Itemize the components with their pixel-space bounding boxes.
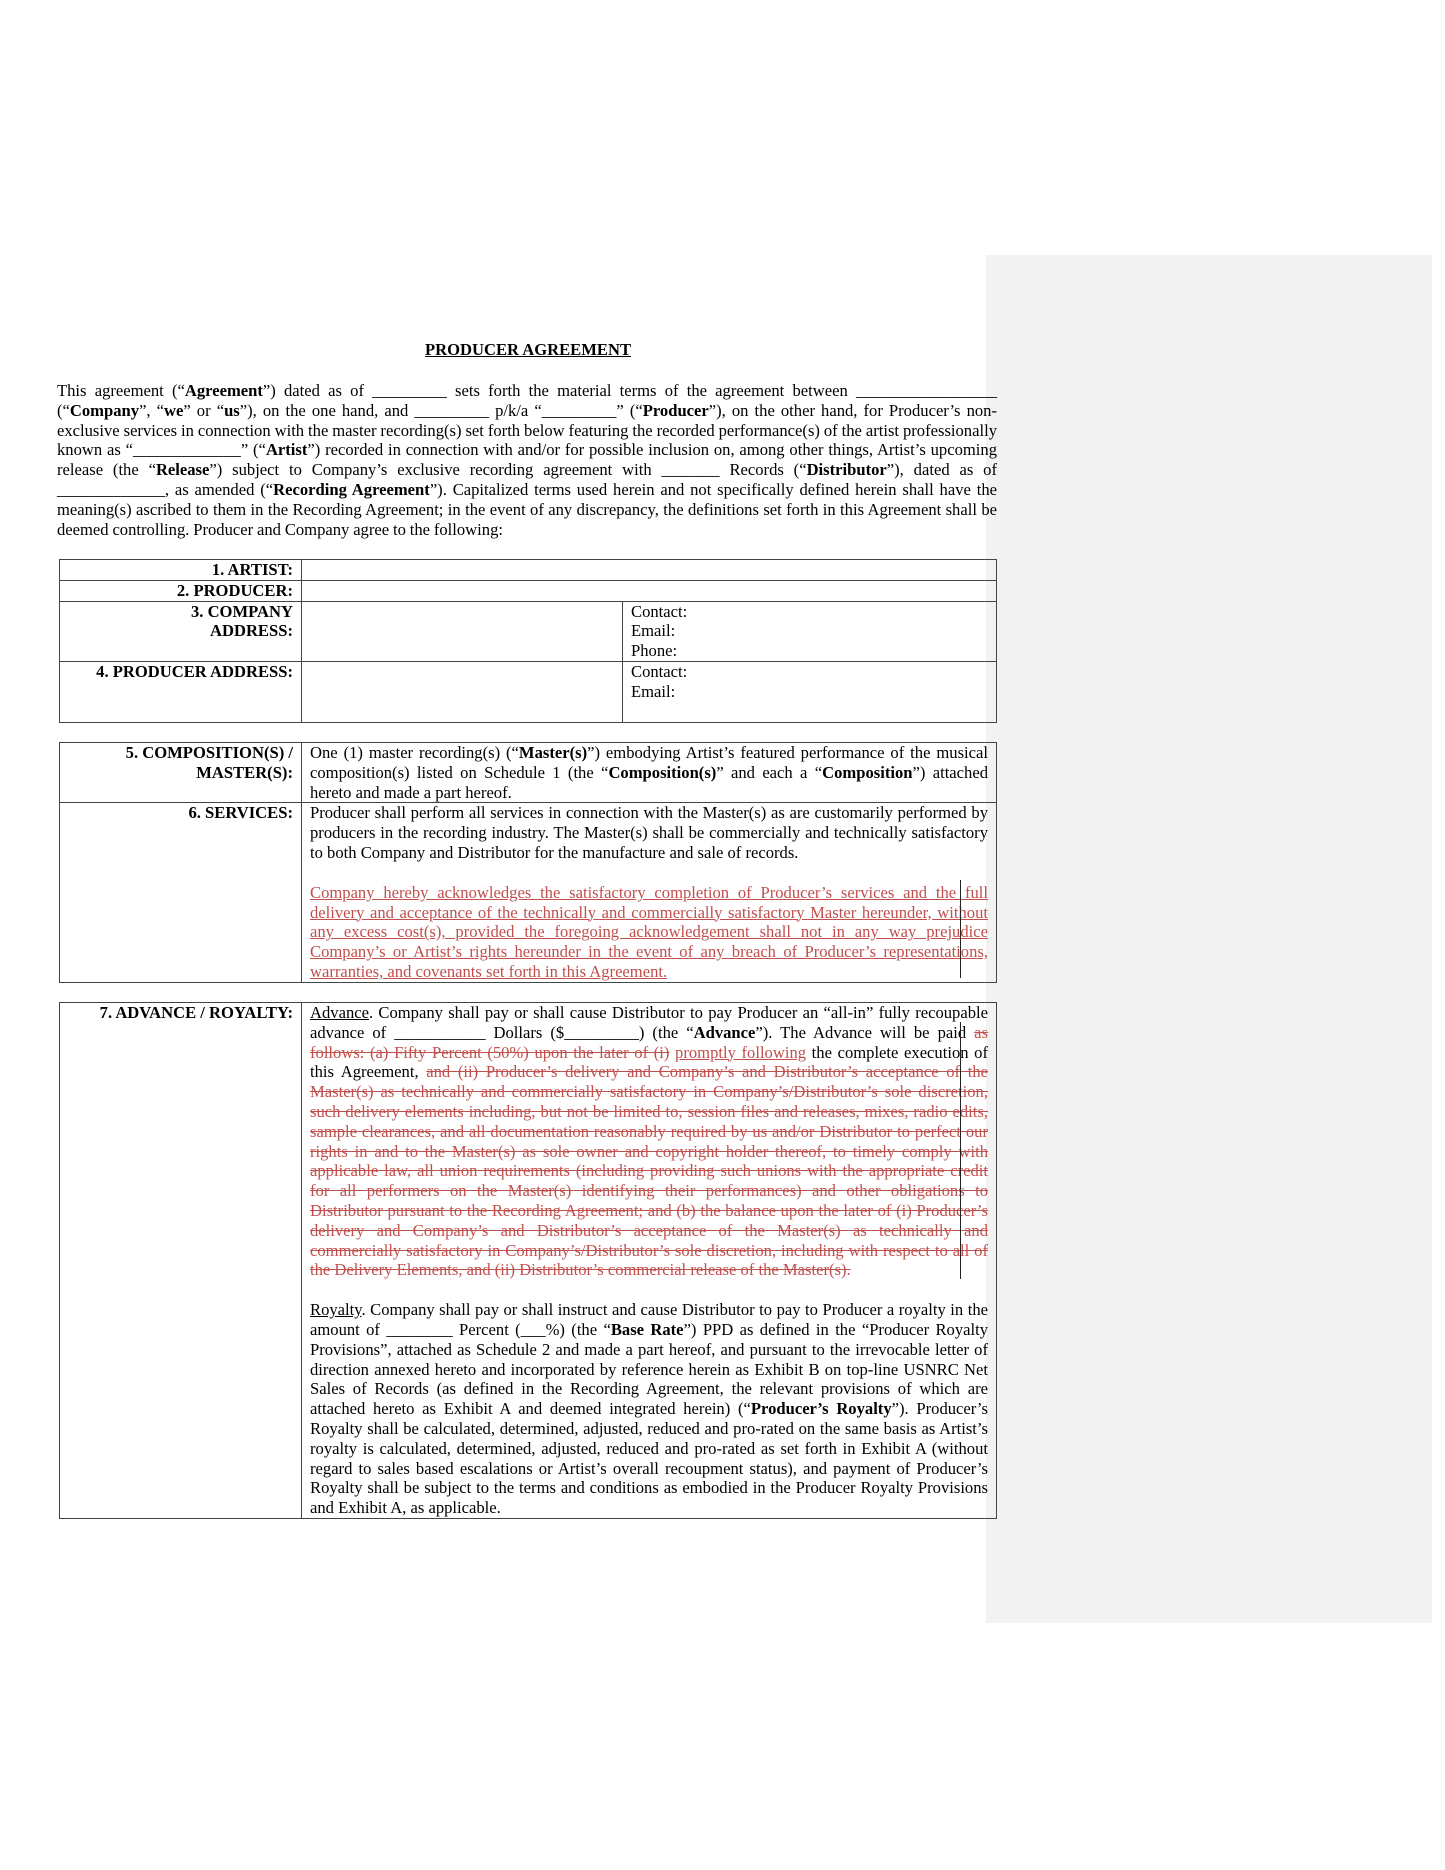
producer-email-label: Email: <box>631 681 676 701</box>
intro-text: ”), dated as of _____________, as amended (“ <box>57 460 997 499</box>
company-label-line: 3. COMPANY <box>190 601 293 621</box>
intro-text: ”), on the one hand, and _________ p/k/a “_________” (“ <box>239 400 643 420</box>
services-paragraph: Producer shall perform all services in connection with the Master(s) as are customarily performed by producers in the recording industry. The Master(s) shall be commercially and technically satisfactory to both Company and Distributor for the manufacture and sale of records. <box>310 803 988 862</box>
advance-text-run: . Company shall pay or shall cause Distributor to pay Producer an “all-in” fully recoupable advance of ___________ Dollars ($_________) (the “ <box>310 1003 988 1042</box>
defined-term: Master(s) <box>518 743 588 762</box>
royalty-text-run: ”) PPD as defined in the “Producer Royalty Provisions”, attached as Schedule 2 and made a part hereof, and pursuant to the irrevocable letter of direction annexed hereto and incorporated by reference herein as Exhibit B on top-line USNRC Net Sales of Records (as defined in the Recording Agreement, the relevant provisions of which are attached hereto as Exhibit A and deemed integrated herein) (“ <box>310 1319 988 1419</box>
defined-term: Recording Agreement <box>273 479 430 499</box>
composition-services-table <box>59 742 997 983</box>
advance-royalty-table <box>59 1002 997 1519</box>
revision-change-bar <box>960 880 961 978</box>
composition-row <box>60 743 997 803</box>
composition-label-line: MASTER(S): <box>196 762 293 782</box>
producer-value <box>302 580 997 601</box>
artist-value <box>302 560 997 581</box>
intro-text: This agreement (“ <box>57 381 185 400</box>
producer-label: 2. PRODUCER: <box>60 580 302 601</box>
advance-heading: Advance <box>310 1003 369 1022</box>
intro-text: ”). Capitalized terms used herein and not specifically defined herein shall have the meaning(s) ascribed to them in the Recording Agreement; in the event of any discrepancy, the definitions set forth in this Agreement shall be deemed controlling. Producer and Company agree to the following: <box>57 479 997 539</box>
intro-text: ”) recorded in connection with and/or for possible inclusion on, among other things, Artist’s upcoming release (the “ <box>57 440 997 480</box>
intro-text: ”), on the other hand, for Producer’s non-exclusive services in connection with the master recording(s) set forth below featuring the recorded performance(s) of the artist professionally known as “_____________” (“ <box>57 400 997 460</box>
composition-text-run: One (1) master recording(s) (“ <box>310 743 519 762</box>
company-address-label <box>60 601 302 661</box>
intro-text: ”) subject to Company’s exclusive recording agreement with _______ Records (“ <box>209 460 807 480</box>
company-contact-cell <box>623 601 997 661</box>
services-label: 6. SERVICES: <box>60 803 302 982</box>
defined-term: Producer’s Royalty <box>750 1399 892 1419</box>
royalty-text-run: . Company shall pay or shall instruct and cause Distributor to pay to Producer a royalty in the amount of ________ Percent (___%) (the “ <box>310 1300 988 1339</box>
composition-text-run: ” and each a “ <box>716 762 823 782</box>
defined-term: Company <box>69 400 140 420</box>
advance-royalty-text <box>302 1003 997 1519</box>
advance-deleted-revision: and (ii) Producer’s delivery and Company’s and Distributor’s acceptance of the Master(s) as technically and commercially satisfactory in Company’s/Distributor’s sole discretion, such delivery elements including, but not be limited to, session files and releases, mixes, radio edits, sample clearances, and all documentation reasonably required by us and/or Distributor to perfect our rights in and to the Master(s) as sole owner and copyright holder thereof, to timely comply with applicable law, all union requirements (including providing such unions with the appropriate credit for all performers on the Master(s) identifying their performances) and other obligations to Distributor pursuant to the Recording Agreement; and (b) the balance upon the later of (i) Producer’s delivery and Company’s and Distributor’s acceptance of the Master(s) as technically and commercially satisfactory in Company’s/Distributor’s sole discretion, including with respect to all of the Delivery Elements, and (ii) Distributor’s commercial release of the Master(s). <box>310 1062 988 1280</box>
comment-pane <box>986 255 1432 1623</box>
company-phone-label: Phone: <box>631 641 678 661</box>
royalty-heading: Royalty <box>310 1300 362 1320</box>
producer-contact-label: Contact: <box>631 661 688 681</box>
company-address-row <box>60 601 997 661</box>
services-inserted-revision: Company hereby acknowledges the satisfactory completion of Producer’s services and the full delivery and acceptance of the technically and commercially satisfactory Master hereunder, without any excess cost(s), provided the foregoing acknowledgement shall not in any way prejudice Company’s or Artist’s rights hereunder in the event of any breach of Producer’s representations, warranties, and covenants set forth in this Agreement. <box>310 882 988 981</box>
parties-table <box>59 559 997 723</box>
defined-term: Producer <box>642 400 709 420</box>
defined-term: Advance <box>693 1022 756 1042</box>
company-contact-label: Contact: <box>631 601 688 621</box>
defined-term: Agreement <box>184 381 263 400</box>
defined-term: Base Rate <box>610 1319 684 1339</box>
defined-term: Distributor <box>806 460 887 480</box>
company-label-line: ADDRESS: <box>210 621 293 641</box>
artist-label: 1. ARTIST: <box>60 560 302 581</box>
intro-text: ”) dated as of _________ sets forth the material terms of the agreement between _________________ (“ <box>57 381 998 420</box>
producer-address-label: 4. PRODUCER ADDRESS: <box>60 661 302 722</box>
defined-term: we <box>164 400 184 420</box>
advance-paragraph <box>310 1003 988 1280</box>
composition-label-line: 5. COMPOSITION(S) / <box>125 743 293 762</box>
defined-term: Composition <box>822 762 913 782</box>
producer-row <box>60 580 997 601</box>
intro-text: ” or “ <box>183 400 225 420</box>
intro-text: ”, “ <box>139 400 165 420</box>
composition-text-run: ”) embodying Artist’s featured performance of the musical composition(s) listed on Schedule 1 (the “ <box>310 743 988 782</box>
intro-paragraph <box>57 381 997 539</box>
royalty-text-run: ”). Producer’s Royalty shall be calculated, determined, adjusted, reduced and pro-rated on the same basis as Artist’s royalty is calculated, determined, adjusted, reduced and pro-rated as set forth in Exhibit A (without regard to sales based escalations or Artist’s overall recoupment status), and payment of Producer’s Royalty shall be subject to the terms and conditions as embodied in the Producer Royalty Provisions and Exhibit A, as applicable. <box>310 1399 988 1518</box>
artist-row <box>60 560 997 581</box>
defined-term: Artist <box>265 440 308 460</box>
advance-inserted-revision: promptly following <box>675 1042 807 1062</box>
services-text <box>302 803 997 982</box>
advance-text-run: the complete execution of this Agreement, <box>310 1042 988 1082</box>
revision-change-bar <box>960 1022 961 1279</box>
composition-label <box>60 743 302 803</box>
company-email-label: Email: <box>631 621 676 641</box>
defined-term: us <box>224 400 240 420</box>
services-row <box>60 803 997 982</box>
defined-term: Composition(s) <box>608 762 717 782</box>
producer-address-value <box>302 661 623 722</box>
advance-royalty-row <box>60 1003 997 1519</box>
defined-term: Release <box>155 460 210 480</box>
composition-text <box>302 743 997 803</box>
producer-address-row <box>60 661 997 722</box>
document-title: PRODUCER AGREEMENT <box>424 340 632 359</box>
company-address-value <box>302 601 623 661</box>
producer-contact-cell <box>623 661 997 722</box>
advance-text-run: ”). The Advance will be paid <box>755 1022 975 1042</box>
advance-royalty-label: 7. ADVANCE / ROYALTY: <box>60 1003 302 1519</box>
composition-text-run: ”) attached hereto and made a part hereof. <box>310 762 988 802</box>
royalty-paragraph <box>310 1300 988 1518</box>
advance-deleted-revision: as follows: (a) Fifty Percent (50%) upon the later of (i) <box>310 1022 988 1062</box>
